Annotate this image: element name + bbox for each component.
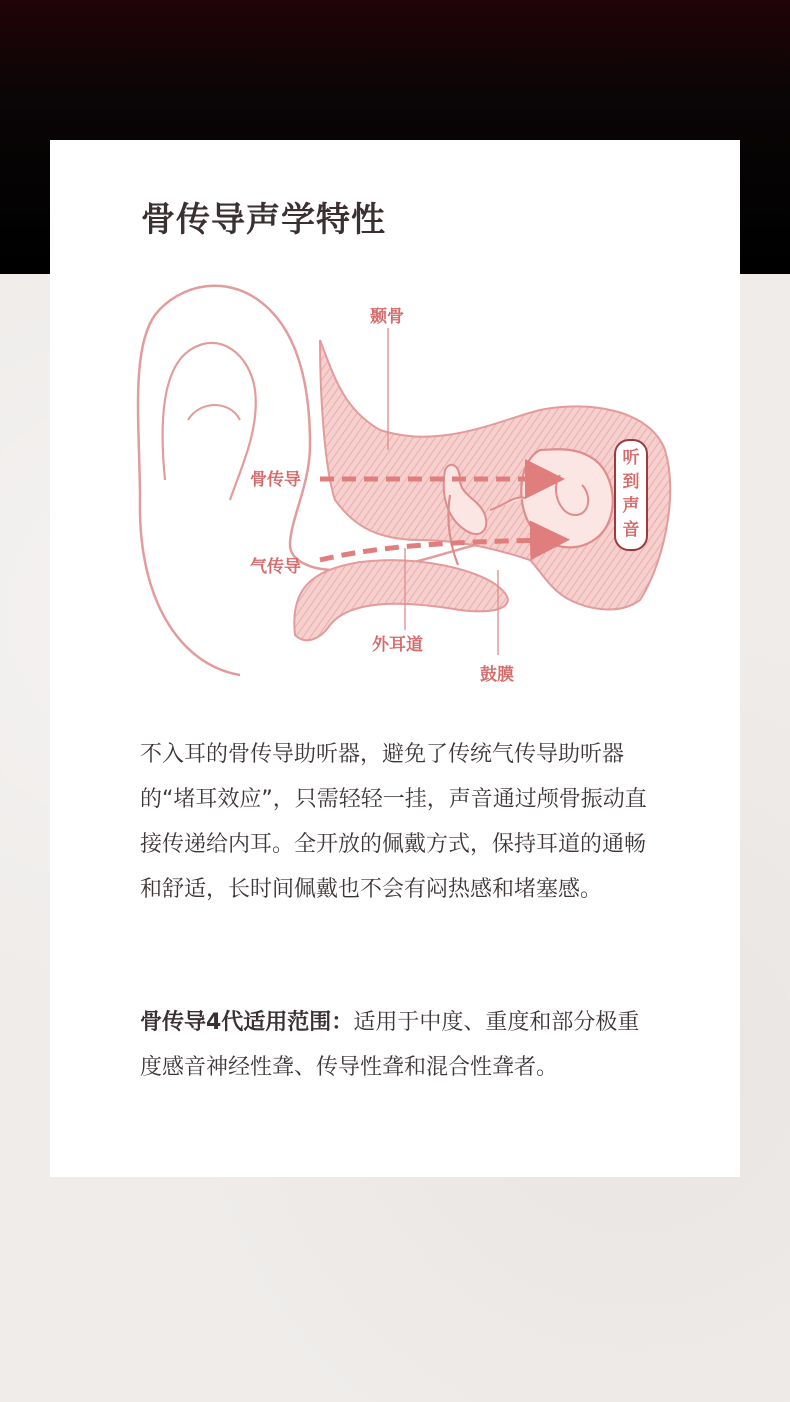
label-hear-sound-4: 音: [622, 520, 640, 540]
label-temporal-bone: 颞骨: [370, 307, 404, 327]
pinna-helix: [188, 405, 240, 420]
label-air-conduction: 气传导: [250, 557, 301, 577]
label-eardrum: 鼓膜: [480, 665, 514, 685]
ear-canal-wall: [294, 560, 508, 640]
label-hear-sound-3: 声: [622, 496, 640, 516]
label-bone-conduction: 骨传导: [250, 470, 301, 490]
label-ear-canal: 外耳道: [372, 635, 423, 655]
scope-text: 适用于中度、重度和部分极重度感音神经性聋、传导性聋和混合性聋者。: [140, 1010, 640, 1080]
cochlea-shape: [521, 449, 612, 547]
scope-label: 骨传导4代适用范围：: [140, 1010, 354, 1035]
label-hear-sound-2: 到: [622, 472, 640, 492]
description-paragraph: 不入耳的骨传导助听器，避免了传统气传导助听器的“堵耳效应”，只需轻轻一挂，声音通过颅骨振动直接传递给内耳。全开放的佩戴方式，保持耳道的通畅和舒适，长时间佩戴也不会有闷热感和堵塞感。: [140, 742, 647, 902]
content-card: [50, 140, 740, 1177]
ear-anatomy-diagram: [120, 270, 680, 700]
scope-paragraph: [140, 1000, 660, 1090]
page-title: 骨传导声学特性: [141, 200, 386, 240]
label-hear-sound-1: 听: [622, 448, 640, 468]
pinna-inner-fold: [163, 343, 256, 500]
